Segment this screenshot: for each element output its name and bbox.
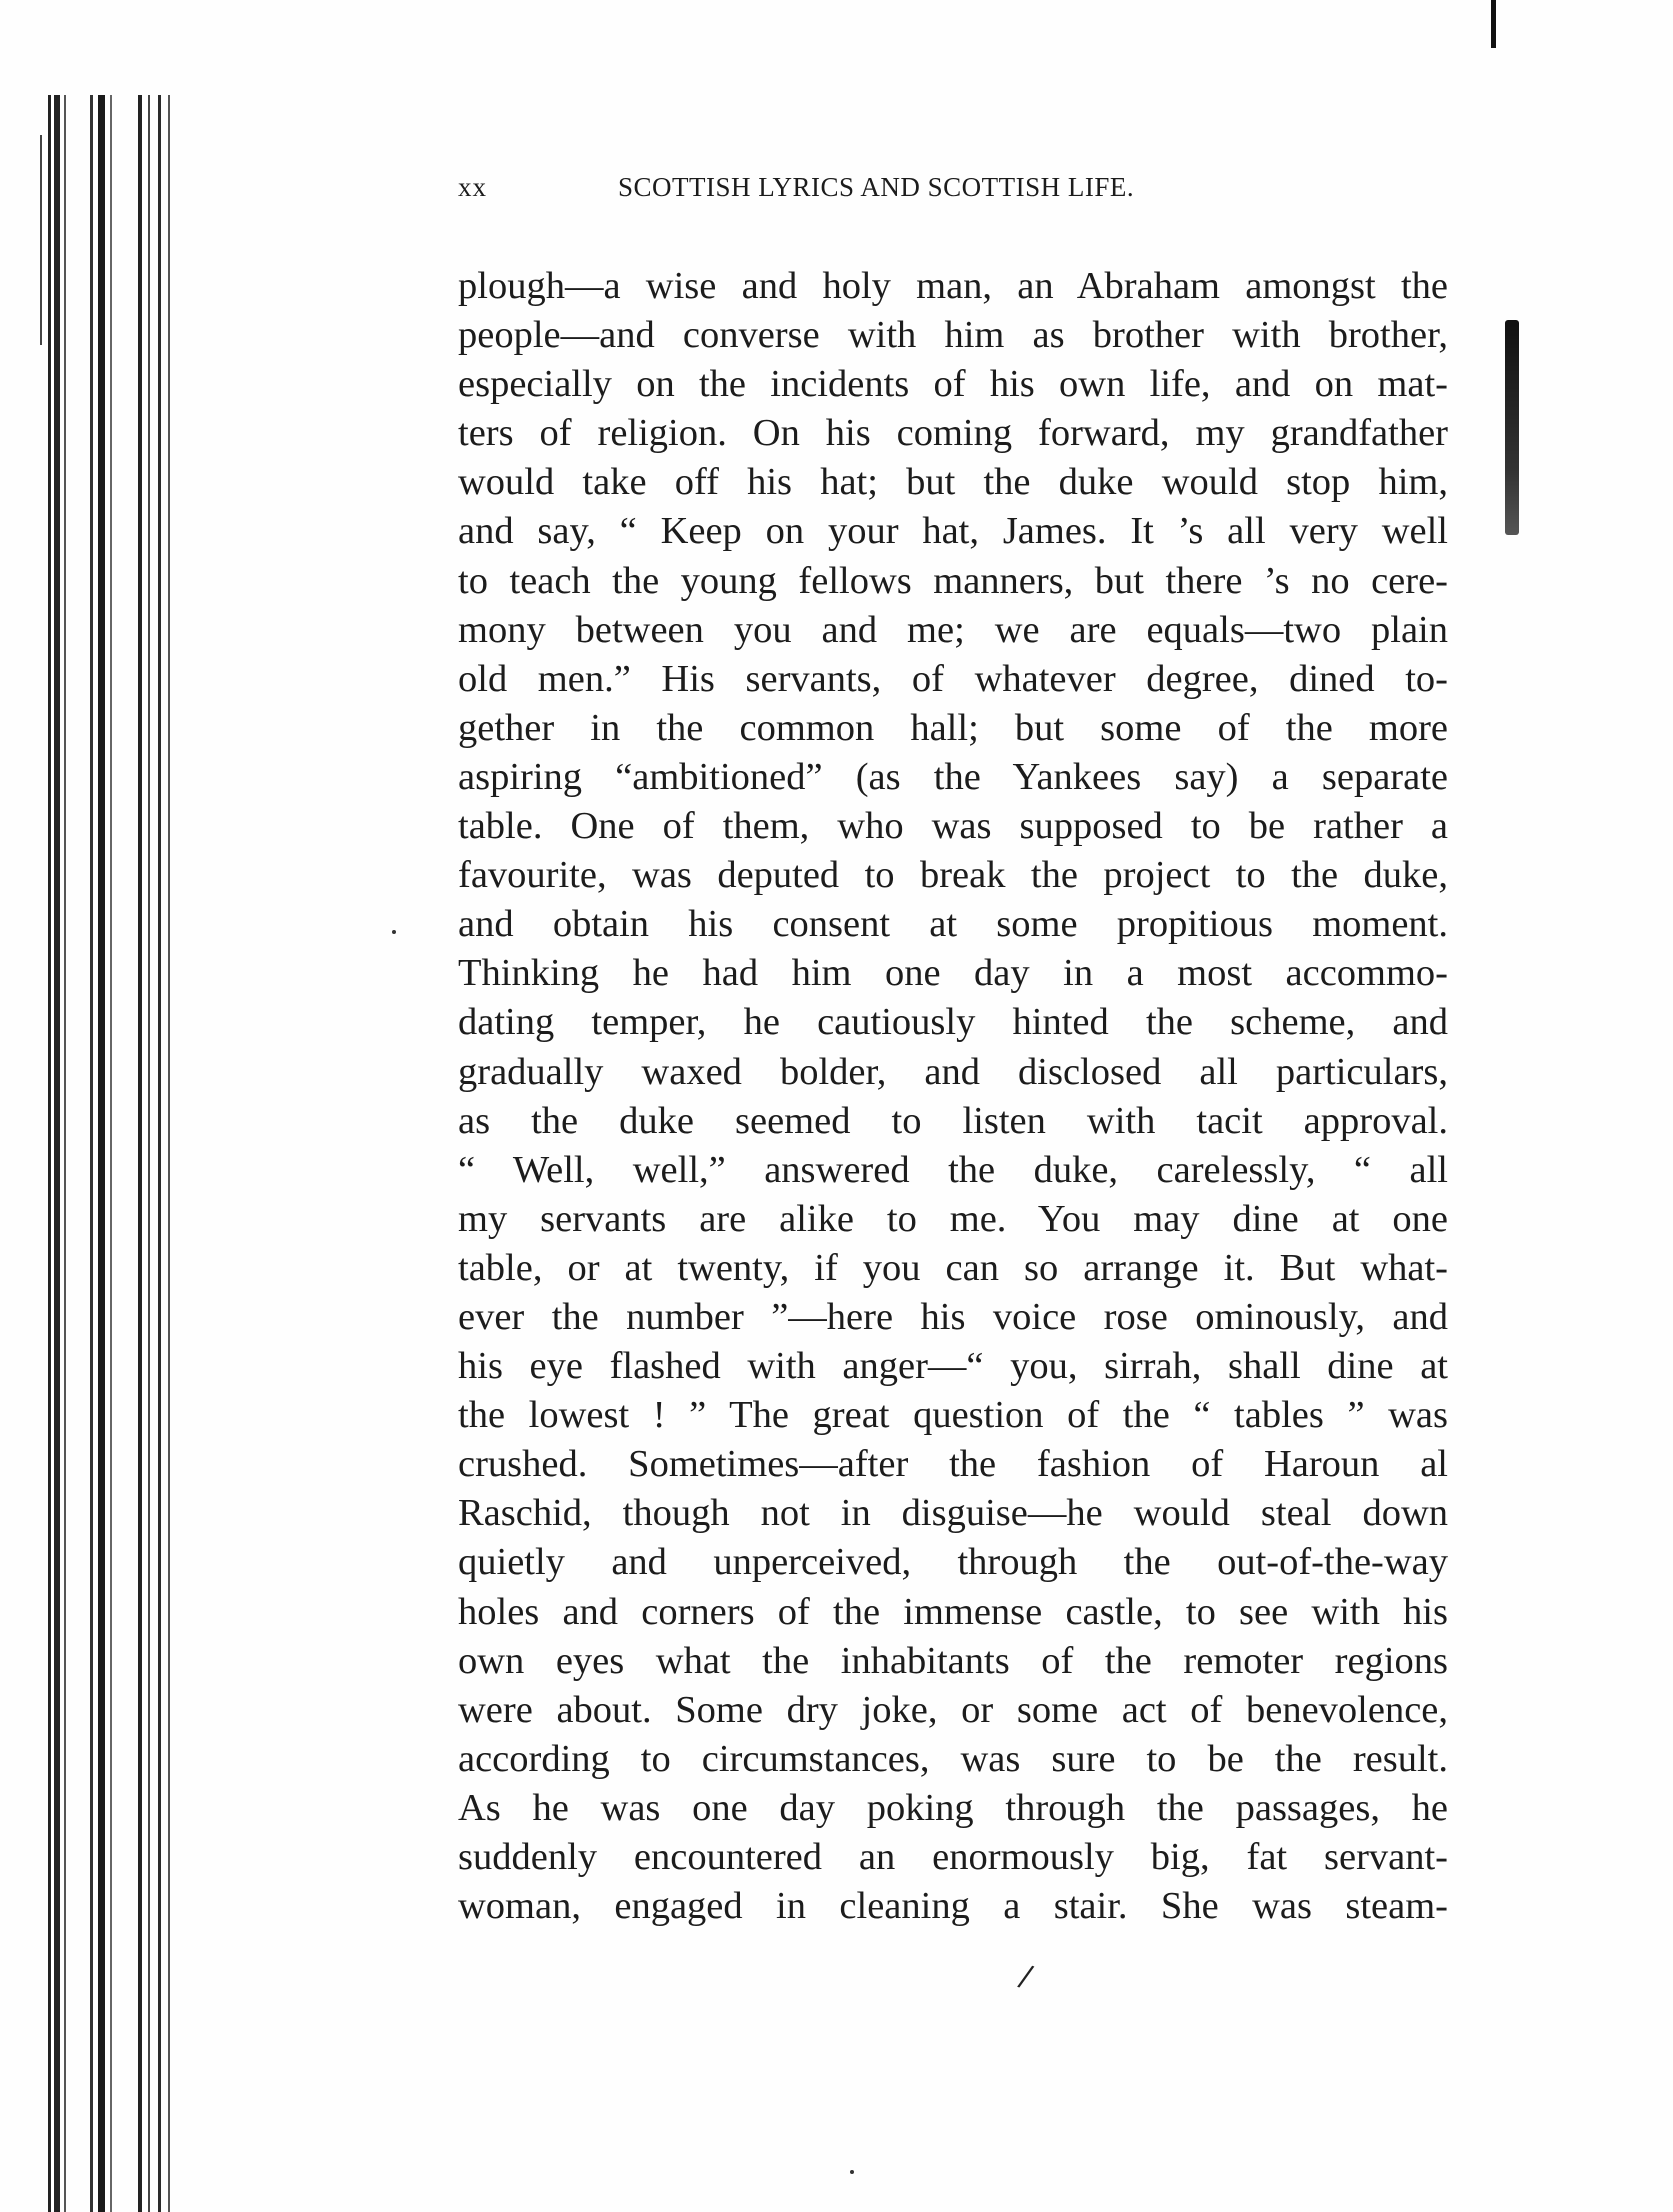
text-line: quietly and unperceived, through the out-of-the-way <box>458 1541 1448 1584</box>
text-line: ters of religion. On his coming forward, my grandfather <box>458 412 1448 455</box>
text-line: as the duke seemed to listen with tacit approval. <box>458 1099 1448 1142</box>
page-number: xx <box>458 172 487 202</box>
text-line: Thinking he had him one day in a most accommo- <box>458 952 1448 995</box>
text-line: table. One of them, who was supposed to be rather a <box>458 805 1448 848</box>
text-line: aspiring “ambitioned” (as the Yankees say) a separate <box>458 755 1448 798</box>
text-line: and obtain his consent at some propitious moment. <box>458 903 1448 946</box>
text-line: ever the number ”—here his voice rose ominously, and <box>458 1295 1448 1338</box>
text-line: woman, engaged in cleaning a stair. She was steam- <box>458 1885 1448 1928</box>
text-line: and say, “ Keep on your hat, James. It ’s all very well <box>458 510 1448 553</box>
text-line: would take off his hat; but the duke would stop him, <box>458 461 1448 504</box>
text-line: plough—a wise and holy man, an Abraham amongst the <box>458 265 1448 307</box>
scan-edge-mark <box>1491 0 1496 48</box>
text-line: dating temper, he cautiously hinted the scheme, and <box>458 1001 1448 1044</box>
text-line: gradually waxed bolder, and disclosed all particulars, <box>458 1050 1448 1093</box>
text-line: to teach the young fellows manners, but there ’s no cere- <box>458 559 1448 602</box>
running-header <box>458 172 1478 220</box>
text-line: old men.” His servants, of whatever degree, dined to- <box>458 657 1448 700</box>
text-line: “ Well, well,” answered the duke, carelessly, “ all <box>458 1148 1448 1191</box>
text-line: the lowest ! ” The great question of the “ tables ” was <box>458 1394 1448 1437</box>
text-line: suddenly encountered an enormously big, fat servant- <box>458 1836 1448 1878</box>
text-line: his eye flashed with anger—“ you, sirrah, shall dine at <box>458 1345 1448 1388</box>
scan-edge-mark <box>1505 320 1519 535</box>
text-line: crushed. Sometimes—after the fashion of Haroun al <box>458 1443 1448 1486</box>
text-line: were about. Some dry joke, or some act of benevolence, <box>458 1688 1448 1731</box>
text-line: Raschid, though not in disguise—he would steal down <box>458 1492 1448 1535</box>
text-line: especially on the incidents of his own life, and on mat- <box>458 363 1448 406</box>
text-line: mony between you and me; we are equals—two plain <box>458 608 1448 651</box>
text-line: favourite, was deputed to break the project to the duke, <box>458 854 1448 897</box>
scan-speck <box>850 2170 854 2174</box>
text-line: gether in the common hall; but some of the more <box>458 706 1448 749</box>
text-line: holes and corners of the immense castle, to see with his <box>458 1590 1448 1633</box>
scan-speck: / <box>1015 1958 1036 1995</box>
text-line: own eyes what the inhabitants of the remoter regions <box>458 1639 1448 1682</box>
text-line: table, or at twenty, if you can so arrange it. But what- <box>458 1246 1448 1289</box>
body-text <box>458 262 1448 1931</box>
binding-gutter <box>40 95 190 2212</box>
scan-speck <box>392 930 396 934</box>
text-line: people—and converse with him as brother with brother, <box>458 314 1448 357</box>
text-line: my servants are alike to me. You may dine at one <box>458 1197 1448 1240</box>
text-line: As he was one day poking through the passages, he <box>458 1786 1448 1829</box>
running-title: SCOTTISH LYRICS AND SCOTTISH LIFE. <box>618 172 1135 202</box>
text-line: according to circumstances, was sure to be the result. <box>458 1737 1448 1780</box>
